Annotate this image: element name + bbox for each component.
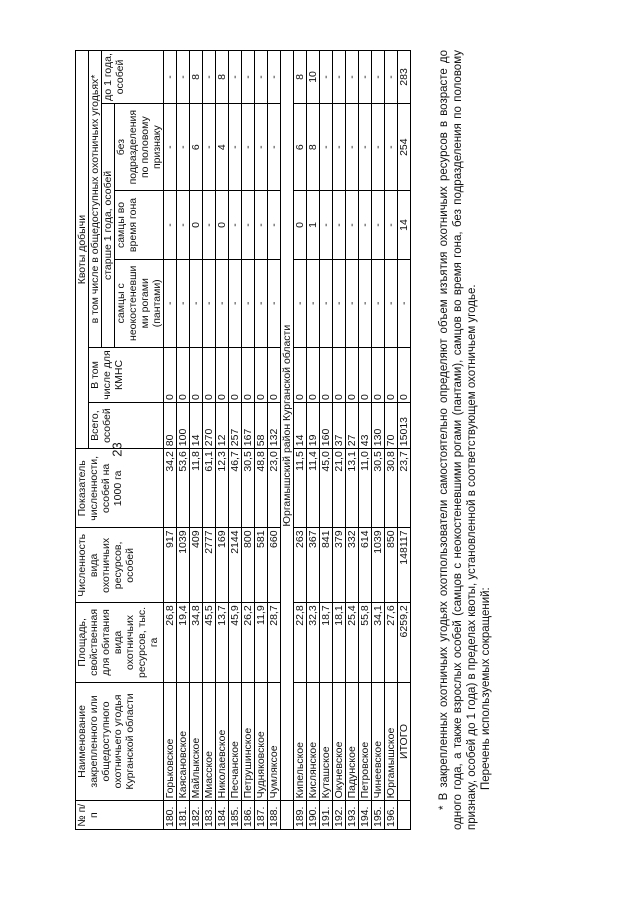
footnote-text: * В закрепленных охотничьих угодьях охотпользователи самостоятельно определяют объем изъятия охотничьих ресурсов в возрасте до одного года, а также взрослых особей (самцов с неокостеневшими рогами (пантами), самцов во время гона, без подразделения по половому признаку, особей до 1 года) в пределах квоты, установленной в соответствующем охотничьем угодье. — [438, 50, 478, 830]
row-area: 13,7 — [216, 603, 229, 682]
row-males-antlers: - — [320, 259, 333, 347]
row-name: Чудняковское — [255, 682, 268, 801]
table-row — [190, 51, 203, 830]
row-density: 12,3 — [216, 449, 229, 528]
header-no-sex: без подразделения по половому признаку — [115, 103, 164, 190]
row-males-antlers: - — [255, 259, 268, 347]
row-area: 34,1 — [372, 603, 385, 682]
row-total: 100 — [177, 402, 190, 448]
row-total: 14 — [190, 402, 203, 448]
row-number: 189. — [294, 801, 307, 830]
row-density: 13,1 — [346, 449, 359, 528]
row-number: 193. — [346, 801, 359, 830]
row-males-rut: - — [242, 191, 255, 259]
row-under1: - — [268, 51, 281, 104]
row-density: 23,0 — [268, 449, 281, 528]
row-density: 11,5 — [294, 449, 307, 528]
total-males-antlers: - — [398, 259, 411, 347]
row-total: 132 — [268, 402, 281, 448]
row-number: 182. — [190, 801, 203, 830]
header-quota: Квоты добычи — [76, 51, 89, 449]
row-males-antlers: - — [333, 259, 346, 347]
row-name: Каясановское — [177, 682, 190, 801]
row-males-rut: - — [359, 191, 372, 259]
page-number: 23 — [109, 442, 125, 457]
total-count: 148117 — [398, 528, 411, 603]
total-area: 6259,2 — [398, 603, 411, 682]
row-density: 30,5 — [242, 449, 255, 528]
row-total: 80 — [164, 402, 177, 448]
row-number: 183. — [203, 801, 216, 830]
row-no-sex: - — [268, 103, 281, 190]
row-males-rut: - — [320, 191, 333, 259]
row-area: 32,3 — [307, 603, 320, 682]
row-area: 11,9 — [255, 603, 268, 682]
row-density: 11,8 — [190, 449, 203, 528]
table-row — [216, 51, 229, 830]
header-males-antlers: самцы с неокостеневши ми рогами (пантами) — [115, 259, 164, 347]
total-label: ИТОГО — [398, 682, 411, 801]
row-name: Песчанское — [229, 682, 242, 801]
row-total: 27 — [346, 402, 359, 448]
row-males-antlers: - — [294, 259, 307, 347]
row-density: 21,0 — [333, 449, 346, 528]
table-row — [294, 51, 307, 830]
row-area: 19,4 — [177, 603, 190, 682]
row-under1: 8 — [294, 51, 307, 104]
header-older: старше 1 года, особей — [102, 103, 115, 347]
row-total: 70 — [385, 402, 398, 448]
header-public: в том числе в общедоступных охотничьих угодьях* — [89, 51, 102, 348]
row-males-rut: 0 — [190, 191, 203, 259]
row-no-sex: - — [164, 103, 177, 190]
row-under1: 8 — [190, 51, 203, 104]
row-number: 188. — [268, 801, 281, 830]
row-number: 194. — [359, 801, 372, 830]
row-total: 160 — [320, 402, 333, 448]
row-total: 257 — [229, 402, 242, 448]
row-density: 11,0 — [359, 449, 372, 528]
row-name: Окуневское — [333, 682, 346, 801]
abbreviations-title: Перечень используемых сокращений: — [480, 587, 492, 790]
row-under1: - — [385, 51, 398, 104]
table-body-b — [294, 51, 398, 830]
row-males-rut: - — [346, 191, 359, 259]
total-row-group — [398, 51, 411, 830]
row-area: 25,4 — [346, 603, 359, 682]
row-count: 169 — [216, 528, 229, 603]
row-number: 186. — [242, 801, 255, 830]
row-males-antlers: - — [346, 259, 359, 347]
row-area: 34,8 — [190, 603, 203, 682]
row-number: 196. — [385, 801, 398, 830]
table-row — [359, 51, 372, 830]
row-area: 55,8 — [359, 603, 372, 682]
row-no-sex: - — [385, 103, 398, 190]
total-no-sex: 254 — [398, 103, 411, 190]
row-count: 841 — [320, 528, 333, 603]
row-under1: - — [346, 51, 359, 104]
row-no-sex: - — [359, 103, 372, 190]
row-number: 195. — [372, 801, 385, 830]
row-no-sex: - — [255, 103, 268, 190]
row-count: 660 — [268, 528, 281, 603]
row-area: 26,8 — [164, 603, 177, 682]
row-kmns: 0 — [242, 347, 255, 402]
row-kmns: 0 — [190, 347, 203, 402]
row-name: Петровское — [359, 682, 372, 801]
row-under1: 10 — [307, 51, 320, 104]
row-under1: - — [177, 51, 190, 104]
row-males-antlers: - — [385, 259, 398, 347]
row-kmns: 0 — [164, 347, 177, 402]
row-under1: - — [242, 51, 255, 104]
row-total: 37 — [333, 402, 346, 448]
row-name: Падунское — [346, 682, 359, 801]
row-total: 14 — [294, 402, 307, 448]
row-count: 917 — [164, 528, 177, 603]
row-density: 46,7 — [229, 449, 242, 528]
row-males-antlers: - — [242, 259, 255, 347]
table-row — [372, 51, 385, 830]
header-density: Показатель численности, особей на 1000 га — [76, 449, 164, 528]
row-number: 192. — [333, 801, 346, 830]
row-name: Кипельское — [294, 682, 307, 801]
row-males-antlers: - — [359, 259, 372, 347]
row-kmns: 0 — [359, 347, 372, 402]
row-no-sex: 6 — [190, 103, 203, 190]
header-num: № п/п — [76, 801, 164, 830]
table-row — [177, 51, 190, 830]
row-number: 180. — [164, 801, 177, 830]
row-count: 2144 — [229, 528, 242, 603]
row-kmns: 0 — [203, 347, 216, 402]
row-total: 58 — [255, 402, 268, 448]
row-count: 850 — [385, 528, 398, 603]
row-total: 43 — [359, 402, 372, 448]
row-name: Горьковское — [164, 682, 177, 801]
table-body-a — [164, 51, 281, 830]
section-title: Юргамышский район Курганской области — [281, 51, 294, 801]
row-males-antlers: - — [216, 259, 229, 347]
row-under1: - — [359, 51, 372, 104]
row-count: 379 — [333, 528, 346, 603]
total-under1: 283 — [398, 51, 411, 104]
table-row — [333, 51, 346, 830]
row-males-rut: - — [203, 191, 216, 259]
row-males-rut: - — [268, 191, 281, 259]
header-kmns: В том числе для КМНС — [89, 347, 164, 402]
row-no-sex: - — [242, 103, 255, 190]
row-density: 30,8 — [385, 449, 398, 528]
row-density: 53,6 — [177, 449, 190, 528]
total-row — [398, 51, 411, 830]
row-count: 263 — [294, 528, 307, 603]
quota-table — [75, 50, 411, 830]
row-kmns: 0 — [385, 347, 398, 402]
row-name: Петрушинское — [242, 682, 255, 801]
row-number: 181. — [177, 801, 190, 830]
row-count: 800 — [242, 528, 255, 603]
row-males-antlers: - — [164, 259, 177, 347]
row-total: 19 — [307, 402, 320, 448]
table-row — [229, 51, 242, 830]
row-count: 1039 — [372, 528, 385, 603]
row-kmns: 0 — [320, 347, 333, 402]
header-area: Площадь, свойственная для обитания вида охотничьих ресурсов, тыс. га — [76, 603, 164, 682]
row-under1: - — [203, 51, 216, 104]
table-row — [307, 51, 320, 830]
row-males-antlers: - — [229, 259, 242, 347]
row-density: 30,5 — [372, 449, 385, 528]
row-no-sex: - — [229, 103, 242, 190]
row-name: Николаевское — [216, 682, 229, 801]
row-name: Миасское — [203, 682, 216, 801]
row-area: 28,7 — [268, 603, 281, 682]
row-density: 48,8 — [255, 449, 268, 528]
row-total: 12 — [216, 402, 229, 448]
row-under1: 8 — [216, 51, 229, 104]
row-under1: - — [255, 51, 268, 104]
row-no-sex: 8 — [307, 103, 320, 190]
row-count: 614 — [359, 528, 372, 603]
row-kmns: 0 — [255, 347, 268, 402]
row-under1: - — [229, 51, 242, 104]
total-density: 23,7 — [398, 449, 411, 528]
row-count: 409 — [190, 528, 203, 603]
row-males-rut: - — [255, 191, 268, 259]
row-males-rut: - — [177, 191, 190, 259]
row-kmns: 0 — [268, 347, 281, 402]
row-name: Кислянское — [307, 682, 320, 801]
row-kmns: 0 — [216, 347, 229, 402]
row-no-sex: - — [320, 103, 333, 190]
row-males-antlers: - — [177, 259, 190, 347]
row-kmns: 0 — [294, 347, 307, 402]
total-kmns: 0 — [398, 347, 411, 402]
row-no-sex: - — [203, 103, 216, 190]
row-males-rut: 0 — [294, 191, 307, 259]
row-area: 27,6 — [385, 603, 398, 682]
row-kmns: 0 — [372, 347, 385, 402]
row-number: 190. — [307, 801, 320, 830]
footnote-block — [437, 50, 493, 830]
row-males-rut: 1 — [307, 191, 320, 259]
total-total: 15013 — [398, 402, 411, 448]
row-number: 184. — [216, 801, 229, 830]
row-males-rut: - — [372, 191, 385, 259]
row-no-sex: 6 — [294, 103, 307, 190]
row-males-rut: - — [333, 191, 346, 259]
row-under1: - — [320, 51, 333, 104]
row-no-sex: - — [177, 103, 190, 190]
row-under1: - — [333, 51, 346, 104]
row-density: 34,2 — [164, 449, 177, 528]
row-area: 18,1 — [333, 603, 346, 682]
table-row — [346, 51, 359, 830]
row-count: 1039 — [177, 528, 190, 603]
row-number: 185. — [229, 801, 242, 830]
row-area: 26,2 — [242, 603, 255, 682]
row-kmns: 0 — [307, 347, 320, 402]
table-row — [255, 51, 268, 830]
row-no-sex: - — [346, 103, 359, 190]
row-count: 581 — [255, 528, 268, 603]
table-row — [242, 51, 255, 830]
total-males-rut: 14 — [398, 191, 411, 259]
row-males-antlers: - — [372, 259, 385, 347]
row-density: 11,4 — [307, 449, 320, 528]
row-number: 191. — [320, 801, 333, 830]
row-males-antlers: - — [190, 259, 203, 347]
table-row — [268, 51, 281, 830]
header-total: Всего, особей — [89, 402, 164, 448]
row-name: Юргамышское — [385, 682, 398, 801]
row-total: 130 — [372, 402, 385, 448]
row-number: 187. — [255, 801, 268, 830]
row-males-rut: 0 — [216, 191, 229, 259]
row-males-antlers: - — [268, 259, 281, 347]
header-count: Численность вида охотничьих ресурсов, особей — [76, 528, 164, 603]
row-kmns: 0 — [229, 347, 242, 402]
row-area: 45,5 — [203, 603, 216, 682]
row-count: 2777 — [203, 528, 216, 603]
rotated-page-content — [75, 50, 580, 830]
row-area: 45,9 — [229, 603, 242, 682]
row-no-sex: - — [372, 103, 385, 190]
row-kmns: 0 — [177, 347, 190, 402]
row-name: Майлыкское — [190, 682, 203, 801]
row-name: Чинеевское — [372, 682, 385, 801]
header-name: Наименование закрепленного или общедоступного охотничьего угодья Курганской области — [76, 682, 164, 801]
table-row — [203, 51, 216, 830]
row-males-antlers: - — [203, 259, 216, 347]
row-count: 367 — [307, 528, 320, 603]
row-area: 18,7 — [320, 603, 333, 682]
row-total: 270 — [203, 402, 216, 448]
header-males-rut: самцы во время гона — [115, 191, 164, 259]
row-males-antlers: - — [307, 259, 320, 347]
row-area: 22,8 — [294, 603, 307, 682]
row-name: Чумляксое — [268, 682, 281, 801]
row-under1: - — [164, 51, 177, 104]
row-density: 61,1 — [203, 449, 216, 528]
row-kmns: 0 — [333, 347, 346, 402]
table-row — [164, 51, 177, 830]
row-name: Куташское — [320, 682, 333, 801]
table-row — [385, 51, 398, 830]
row-males-rut: - — [229, 191, 242, 259]
row-no-sex: 4 — [216, 103, 229, 190]
row-males-rut: - — [385, 191, 398, 259]
row-density: 45,0 — [320, 449, 333, 528]
section-row-group — [281, 51, 294, 830]
row-under1: - — [372, 51, 385, 104]
row-no-sex: - — [333, 103, 346, 190]
row-count: 332 — [346, 528, 359, 603]
row-total: 167 — [242, 402, 255, 448]
row-males-rut: - — [164, 191, 177, 259]
table-row — [320, 51, 333, 830]
row-kmns: 0 — [346, 347, 359, 402]
header-under1: до 1 года, особей — [102, 51, 164, 104]
